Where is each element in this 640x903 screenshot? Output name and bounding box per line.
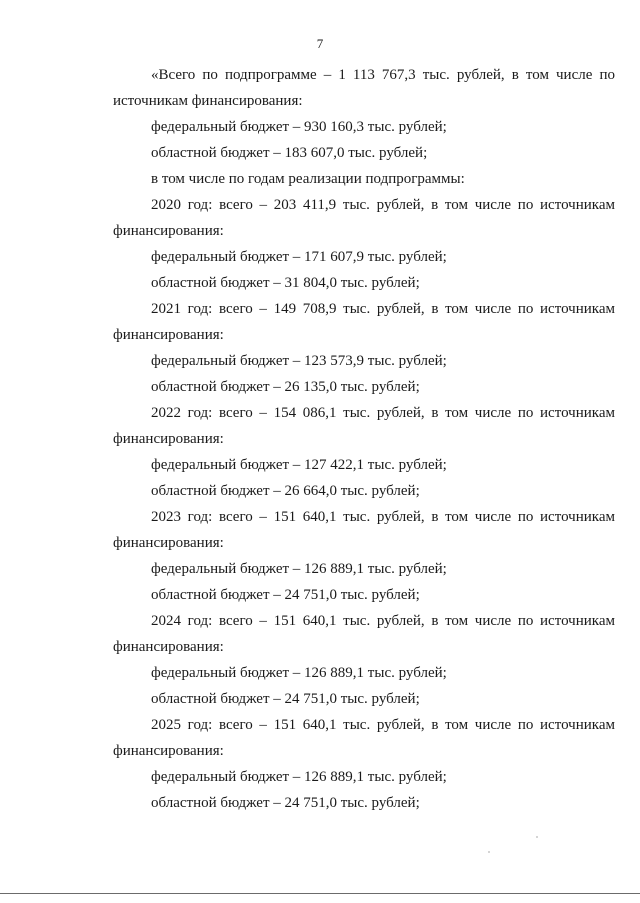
year-2025-continuation: финансирования: — [113, 743, 224, 759]
year-2023-paragraph — [113, 504, 615, 556]
year-2021-continuation: финансирования: — [113, 327, 224, 343]
total-federal-line: федеральный бюджет – 930 160,3 тыс. рублей; — [151, 119, 447, 135]
year-2025-federal-line: федеральный бюджет – 126 889,1 тыс. рублей; — [151, 769, 447, 785]
by-years-line: в том числе по годам реализации подпрограммы: — [151, 171, 465, 187]
year-2022-federal-line: федеральный бюджет – 127 422,1 тыс. рублей; — [151, 457, 447, 473]
total-paragraph — [113, 62, 615, 114]
year-2021-paragraph — [113, 296, 615, 348]
year-2023-federal-line: федеральный бюджет – 126 889,1 тыс. рублей; — [151, 561, 447, 577]
year-2020-regional-line: областной бюджет – 31 804,0 тыс. рублей; — [151, 275, 420, 291]
page-number: 7 — [316, 36, 324, 51]
scan-speck — [488, 851, 490, 853]
year-2020-continuation: финансирования: — [113, 223, 224, 239]
year-2022-total-line: 2022 год: всего – 154 086,1 тыс. рублей, в том числе по источникам — [151, 405, 615, 421]
year-2020-paragraph — [113, 192, 615, 244]
year-2022-continuation: финансирования: — [113, 431, 224, 447]
year-2024-paragraph — [113, 608, 615, 660]
scan-speck — [536, 836, 538, 838]
page-bottom-edge — [0, 893, 640, 894]
year-2024-total-line: 2024 год: всего – 151 640,1 тыс. рублей, в том числе по источникам — [151, 613, 615, 629]
year-2025-regional-line: областной бюджет – 24 751,0 тыс. рублей; — [151, 795, 420, 811]
year-2023-continuation: финансирования: — [113, 535, 224, 551]
year-2022-regional-line: областной бюджет – 26 664,0 тыс. рублей; — [151, 483, 420, 499]
year-2024-regional-line: областной бюджет – 24 751,0 тыс. рублей; — [151, 691, 420, 707]
total-continuation: источникам финансирования: — [113, 93, 303, 109]
total-regional-line: областной бюджет – 183 607,0 тыс. рублей; — [151, 145, 428, 161]
total-first-line: «Всего по подпрограмме – 1 113 767,3 тыс. рублей, в том числе по — [151, 67, 615, 83]
year-2024-continuation: финансирования: — [113, 639, 224, 655]
budget-text-body — [113, 62, 615, 816]
year-2021-federal-line: федеральный бюджет – 123 573,9 тыс. рублей; — [151, 353, 447, 369]
year-2021-total-line: 2021 год: всего – 149 708,9 тыс. рублей, в том числе по источникам — [151, 301, 615, 317]
year-2023-total-line: 2023 год: всего – 151 640,1 тыс. рублей, в том числе по источникам — [151, 509, 615, 525]
year-2025-paragraph — [113, 712, 615, 764]
year-2020-total-line: 2020 год: всего – 203 411,9 тыс. рублей, в том числе по источникам — [151, 197, 615, 213]
year-2023-regional-line: областной бюджет – 24 751,0 тыс. рублей; — [151, 587, 420, 603]
year-2020-federal-line: федеральный бюджет – 171 607,9 тыс. рублей; — [151, 249, 447, 265]
year-2024-federal-line: федеральный бюджет – 126 889,1 тыс. рублей; — [151, 665, 447, 681]
year-2025-total-line: 2025 год: всего – 151 640,1 тыс. рублей, в том числе по источникам — [151, 717, 615, 733]
year-2022-paragraph — [113, 400, 615, 452]
year-2021-regional-line: областной бюджет – 26 135,0 тыс. рублей; — [151, 379, 420, 395]
